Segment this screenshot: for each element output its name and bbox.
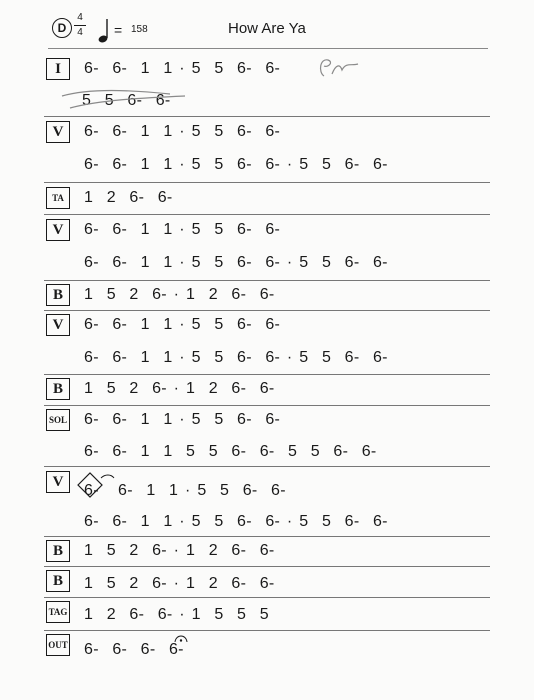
- chord-line: 6- 6- 1 1 · 5 5 6- 6-: [84, 123, 281, 140]
- chord-line: 6- 6- 1 1 · 5 5 6- 6-: [84, 60, 281, 77]
- section-divider: [44, 374, 490, 375]
- section-label-bridge: B: [46, 284, 70, 306]
- chord-line: 1 5 2 6- · 1 2 6- 6-: [84, 542, 275, 559]
- chord-line: 1 2 6- 6-: [84, 189, 173, 206]
- section-divider: [44, 182, 490, 183]
- section-divider: [44, 214, 490, 215]
- chord-line: 5 5 6- 6-: [82, 92, 171, 109]
- chord-line: 6- 6- 1 1 · 5 5 6- 6- · 5 5 6- 6-: [84, 156, 388, 173]
- key-indicator: D: [52, 18, 72, 38]
- section-divider: [44, 310, 490, 311]
- section-label-intro: I: [46, 58, 70, 80]
- section-divider: [44, 597, 490, 598]
- header-divider: [48, 48, 488, 49]
- chord-line: 6- 6- 1 1 · 5 5 6- 6- · 5 5 6- 6-: [84, 513, 388, 530]
- section-label-outro: OUT: [46, 634, 70, 656]
- chord-line: 6- 6- 1 1 5 5 6- 6- 5 5 6- 6-: [84, 443, 377, 460]
- chord-line: 6- 6- 1 1 · 5 5 6- 6-: [84, 316, 281, 333]
- section-label-verse: V: [46, 314, 70, 336]
- chord-line: 6- 6- 6- 6-: [84, 641, 184, 658]
- chord-line: 1 5 2 6- · 1 2 6- 6-: [84, 575, 275, 592]
- section-label-verse: V: [46, 121, 70, 143]
- pencil-strike-icon: [60, 84, 190, 114]
- time-sig-top: 4: [77, 12, 83, 23]
- song-title: How Are Ya: [228, 20, 306, 37]
- section-label-turnaround: TA: [46, 187, 70, 209]
- chord-line: 6- 1 1 · 5 5 6- 6-: [118, 482, 286, 499]
- chord-line: 1 5 2 6- · 1 2 6- 6-: [84, 286, 275, 303]
- pencil-scribble-icon: [316, 54, 360, 82]
- time-sig-bottom: 4: [77, 27, 83, 38]
- section-label-tag: TAG: [46, 601, 70, 623]
- section-divider: [44, 466, 490, 467]
- tempo-equals: =: [114, 22, 123, 38]
- chord-line: 6- 6- 1 1 · 5 5 6- 6- · 5 5 6- 6-: [84, 349, 388, 366]
- chord-line: 1 2 6- 6- · 1 5 5 5: [84, 606, 269, 623]
- section-label-verse: V: [46, 471, 70, 493]
- section-label-verse: V: [46, 219, 70, 241]
- chord-line: 6- 6- 1 1 · 5 5 6- 6-: [84, 411, 281, 428]
- section-divider: [44, 405, 490, 406]
- section-label-bridge: B: [46, 540, 70, 562]
- section-divider: [44, 280, 490, 281]
- time-signature: [74, 12, 86, 39]
- chord-line: 6- 6- 1 1 · 5 5 6- 6- · 5 5 6- 6-: [84, 254, 388, 271]
- section-label-bridge: B: [46, 378, 70, 400]
- chart-header: [48, 12, 488, 48]
- chord-line: 1 5 2 6- · 1 2 6- 6-: [84, 380, 275, 397]
- chord-line: 6- 6- 1 1 · 5 5 6- 6-: [84, 221, 281, 238]
- section-label-bridge: B: [46, 570, 70, 592]
- section-divider: [44, 566, 490, 567]
- section-divider: [44, 116, 490, 117]
- diamond-chord: 6-: [84, 482, 99, 499]
- section-divider: [44, 536, 490, 537]
- tempo-value: 158: [131, 24, 148, 35]
- section-label-solo: SOL: [46, 409, 70, 431]
- section-divider: [44, 630, 490, 631]
- quarter-note-icon: [98, 16, 112, 44]
